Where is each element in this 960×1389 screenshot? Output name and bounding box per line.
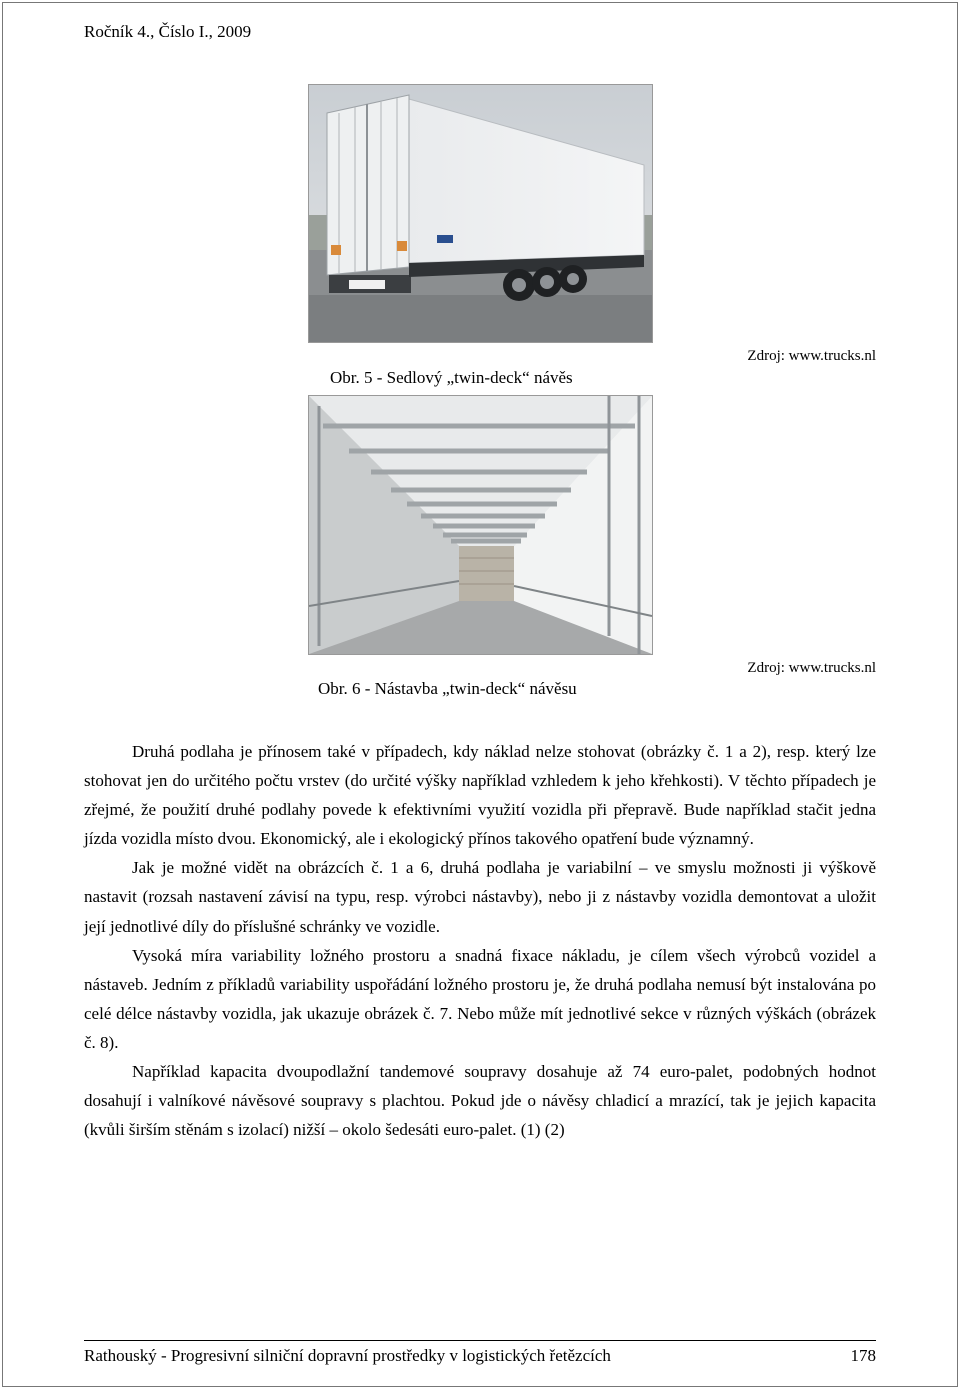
running-header: Ročník 4., Číslo I., 2009 — [84, 22, 252, 41]
paragraph: Jak je možné vidět na obrázcích č. 1 a 6, druhá podlaha je variabilní – ve smyslu možnosti ji výškově nastavit (rozsah nastavení závisí na typu, resp. výrobci nástavby), nebo ji z nástavby vozidla demontovat a uložit její jednotlivé díly do příslušné schránky ve vozidle. — [84, 858, 876, 936]
footer — [84, 1346, 876, 1366]
footer-rule — [84, 1340, 876, 1341]
paragraph: Druhá podlaha je přínosem také v případech, kdy náklad nelze stohovat (obrázky č. 1 a 2), resp. který lze stohovat jen do určitého počtu vrstev (do určité výšky například vzhledem k jeho křehkosti). V těchto případech je zřejmé, že použití druhé podlahy povede k efektivními využití vozidla při přepravě. Bude například stačit jedna jízda vozidla místo dvou. Ekonomický, ale i ekologický přínos takového opatření bude významný. — [84, 742, 876, 849]
footer-text: Rathouský - Progresivní silniční dopravní prostředky v logistických řetězcích — [84, 1346, 611, 1365]
twin-deck-interior-photo — [308, 395, 653, 655]
figure-5-source: Zdroj: www.trucks.nl — [747, 348, 876, 364]
page-number: 178 — [850, 1346, 876, 1365]
body-text — [84, 737, 876, 1144]
figure-5-caption: Obr. 5 - Sedlový „twin-deck“ návěs — [330, 368, 573, 387]
figure-6-source: Zdroj: www.trucks.nl — [747, 660, 876, 676]
paragraph: Například kapacita dvoupodlažní tandemové soupravy dosahuje až 74 euro-palet, podobných hodnot dosahují i valníkové návěsové soupravy s plachtou. Pokud jde o návěsy chladicí a mrazící, tak je jejich kapacita (kvůli širším stěnám s izolací) nižší – okolo šedesáti euro-palet. (1) (2) — [84, 1062, 876, 1140]
figure-6-caption: Obr. 6 - Nástavba „twin-deck“ návěsu — [318, 679, 577, 698]
paragraph: Vysoká míra variability ložného prostoru a snadná fixace nákladu, je cílem všech výrobců vozidel a nástaveb. Jedním z příkladů variability uspořádání ložného prostoru je, že druhá podlaha nemusí být instalována po celé délce nástavby vozidla, jak ukazuje obrázek č. 7. Nebo může mít jednotlivé sekce v různých výškách (obrázek č. 8). — [84, 945, 876, 1052]
trailer-exterior-photo — [308, 84, 653, 343]
